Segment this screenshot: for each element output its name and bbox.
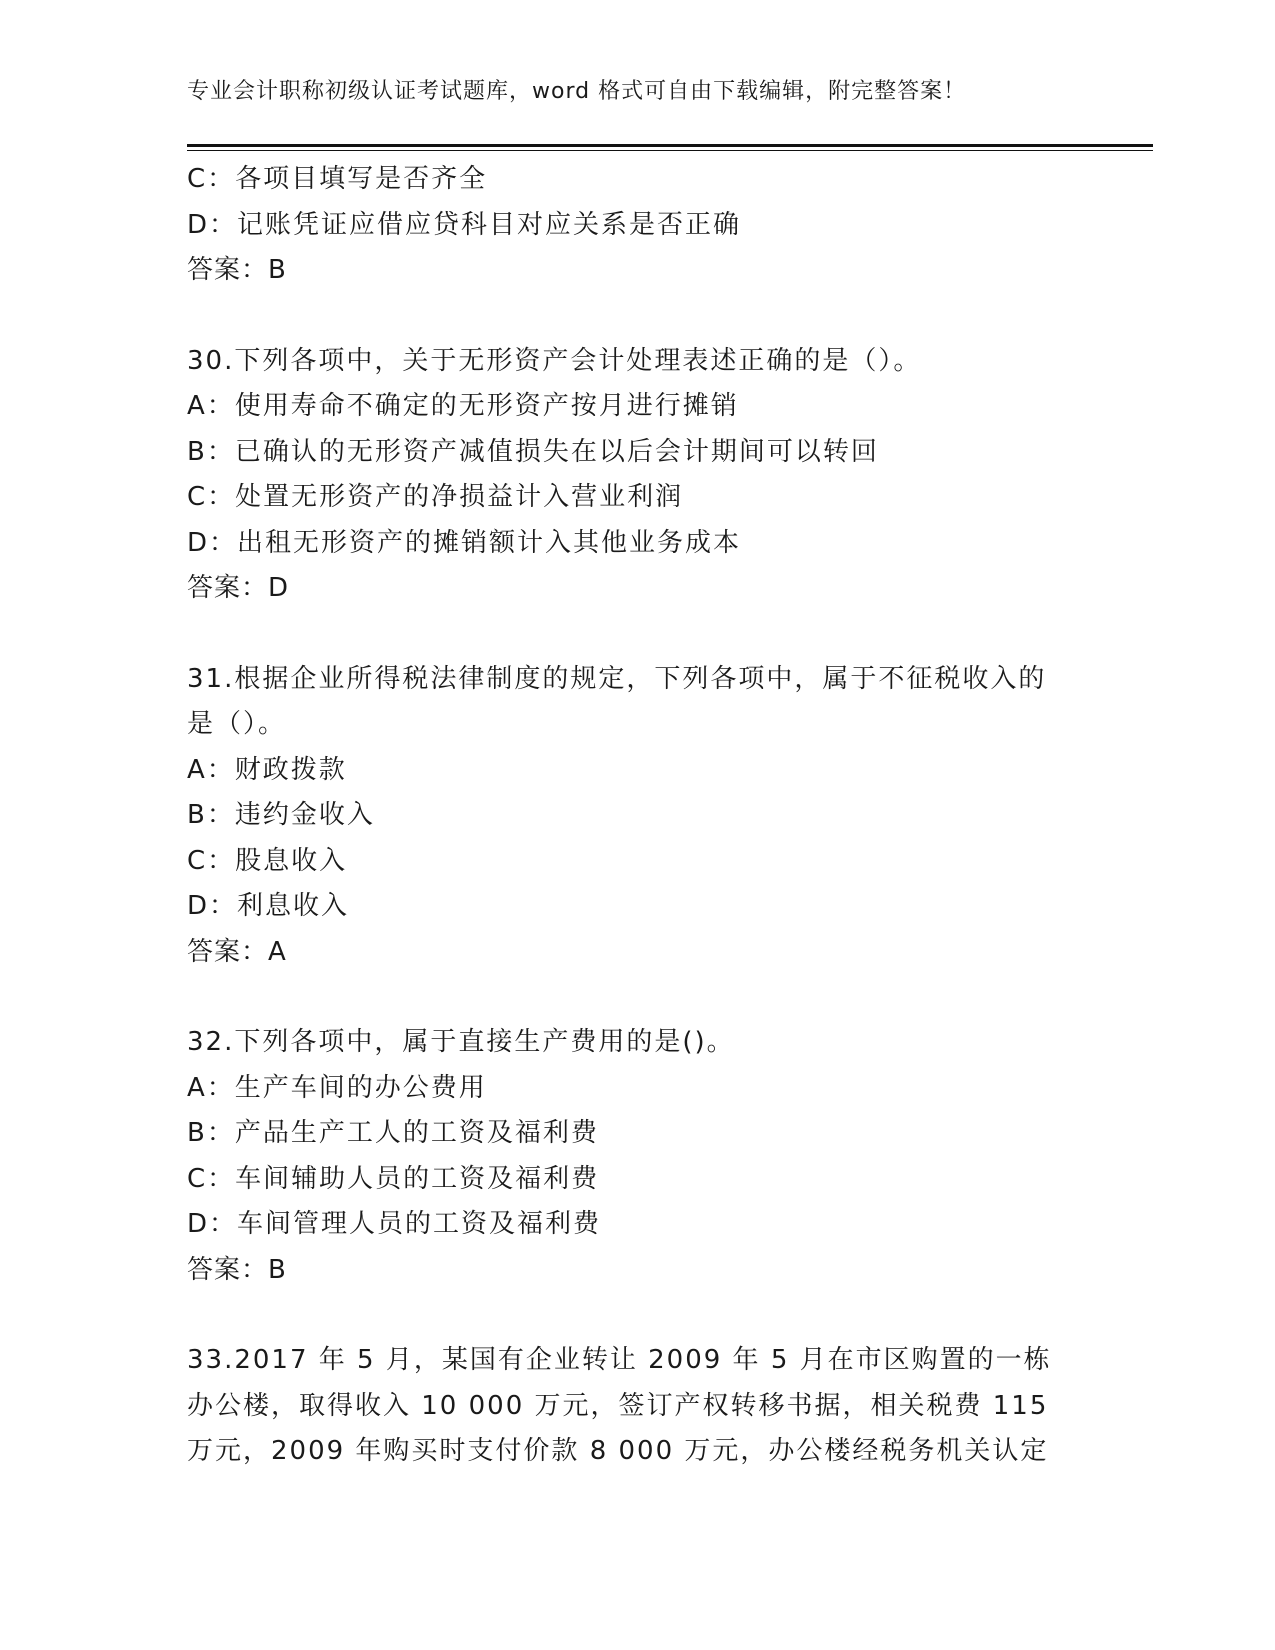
option-a: A：财政拨款 [187, 754, 347, 785]
option-c: C：股息收入 [187, 845, 348, 876]
question-stem: 30.下列各项中，关于无形资产会计处理表述正确的是（）。 [187, 345, 922, 376]
option-d: D：记账凭证应借应贷科目对应关系是否正确 [187, 209, 742, 240]
answer: 答案：B [187, 255, 287, 285]
question-stem-line-2: 办公楼，取得收入 10 000 万元，签订产权转移书据，相关税费 115 [187, 1390, 1049, 1421]
page-header: 专业会计职称初级认证考试题库，word 格式可自由下载编辑，附完整答案！ [187, 79, 967, 104]
answer: 答案：B [187, 1254, 287, 1285]
question-stem-line-1: 31.根据企业所得税法律制度的规定，下列各项中，属于不征税收入的 [187, 663, 1047, 694]
header-divider-thin [187, 150, 1153, 151]
option-d: D：出租无形资产的摊销额计入其他业务成本 [187, 527, 742, 558]
option-c: C：各项目填写是否齐全 [187, 164, 488, 194]
option-a: A：使用寿命不确定的无形资产按月进行摊销 [187, 391, 739, 421]
document-body [187, 157, 1087, 1475]
answer: 答案：A [187, 936, 287, 967]
option-b: B：产品生产工人的工资及福利费 [187, 1118, 599, 1148]
answer: 答案：D [187, 573, 290, 603]
question-stem-line-1: 33.2017 年 5 月，某国有企业转让 2009 年 5 月在市区购置的一栋 [187, 1345, 1052, 1375]
prev-question [187, 157, 1087, 294]
question-32 [187, 1020, 1087, 1293]
question-33 [187, 1338, 1087, 1475]
option-c: C：处置无形资产的净损益计入营业利润 [187, 482, 684, 512]
question-30 [187, 339, 1087, 612]
question-stem-line-3: 万元，2009 年购买时支付价款 8 000 万元，办公楼经税务机关认定 [187, 1436, 1049, 1466]
question-stem-line-2: 是（）。 [187, 709, 287, 739]
option-b: B：违约金收入 [187, 800, 375, 830]
question-31 [187, 657, 1087, 976]
option-d: D：利息收入 [187, 891, 350, 921]
option-d: D：车间管理人员的工资及福利费 [187, 1209, 602, 1239]
option-b: B：已确认的无形资产减值损失在以后会计期间可以转回 [187, 436, 879, 467]
option-a: A：生产车间的办公费用 [187, 1072, 487, 1103]
header-divider [187, 144, 1153, 147]
question-stem: 32.下列各项中，属于直接生产费用的是()。 [187, 1027, 735, 1057]
option-c: C：车间辅助人员的工资及福利费 [187, 1163, 600, 1194]
